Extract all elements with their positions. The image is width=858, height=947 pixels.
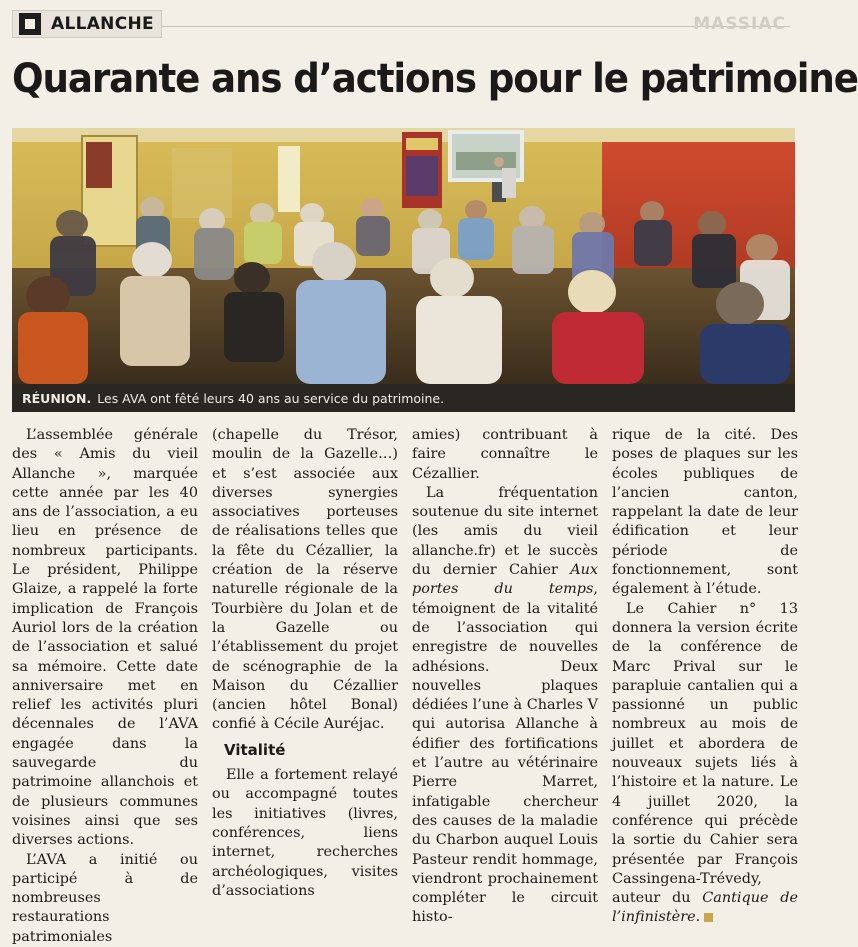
- article-body: [12, 426, 798, 945]
- paragraph: L’AVA a initié ou participé à de nombreuses restaurations patrimoniales: [12, 851, 198, 945]
- paragraph-text: La fréquentation soutenue du site internet (les amis du vieil allanche.fr) et le succès du dernier Cahier: [412, 484, 598, 579]
- end-of-article-icon: [704, 913, 713, 922]
- column-2: [212, 426, 398, 899]
- caption-label: RÉUNION.: [22, 390, 92, 406]
- adjacent-page-rubric: MASSIAC: [693, 14, 786, 34]
- caption-text: Les AVA ont fêté leurs 40 ans au service du patrimoine.: [97, 390, 445, 406]
- meeting-photo-illustration: [12, 128, 795, 384]
- paragraph: [412, 484, 598, 928]
- rubric-square-icon: [19, 13, 41, 35]
- article-photo: [12, 128, 795, 384]
- book-title: Cantique de l’infinistère: [612, 890, 798, 926]
- paragraph: (chapelle du Trésor, moulin de la Gazelle…) et s’est associée aux diverses synergies associatives porteuses de réalisations telles que la fête du Cézallier, la création de la réserve naturelle régionale de la Tourbière du Jolan et de la Gazelle ou l’établissement du projet de scénographie de la Maison du Cézallier (ancien hôtel Bonal) confié à Cécile Auréjac.: [212, 427, 398, 733]
- column-1: [12, 426, 198, 945]
- paragraph: amies) contribuant à faire connaître le Cézallier.: [412, 427, 598, 482]
- rubric-label: ALLANCHE: [51, 14, 154, 34]
- paragraph-text: .: [695, 909, 701, 926]
- subheading: Vitalité: [224, 740, 286, 759]
- column-4: [612, 426, 798, 926]
- book-title: Aux portes du temps: [412, 562, 598, 598]
- section-rubric: [12, 10, 162, 38]
- paragraph: [612, 600, 798, 928]
- photo-caption: [12, 384, 795, 412]
- paragraph-text: , témoignent de la vitalité de l’association qui enregistre de nouvelles adhésions. Deux nouvelles plaques dédiées l’une à Charles V qui autorisa Allanche à édifier des fortifications et l’autre au vétérinaire Pierre Marret, infatigable chercheur des causes de la maladie du Charbon auquel Louis Pasteur rendit hommage, viendront prochainement compléter le circuit histo-: [412, 581, 598, 926]
- paragraph-text: Le Cahier n° 13 donnera la version écrite de la conférence de Marc Prival sur le parapluie cantalien qui a passionné un public nombreux au mois de juillet et abordera de nouveaux sujets liés à l’histoire et la nature. Le 4 juillet 2020, la conférence qui précède la sortie du Cahier sera présentée par François Cassingena-Trévedy, auteur du: [612, 600, 798, 907]
- paragraph: rique de la cité. Des poses de plaques sur les écoles publiques de l’ancien canton, rappelant la date de leur édification et leur période de fonctionnement, sont également à l’étude.: [612, 427, 798, 598]
- paragraph: Elle a fortement relayé ou accompagné toutes les initiatives (livres, conférences, liens internet, recherches archéologiques, visites d’associations: [212, 767, 398, 899]
- headline: Quarante ans d’actions pour le patrimoine: [12, 56, 858, 102]
- paragraph: L’assemblée générale des « Amis du vieil Allanche », marquée cette année par les 40 ans de l’association, a eu lieu en présence de nombreux participants. Le président, Philippe Glaize, a rappelé la forte implication de François Auriol lors de la création de l’association et salué sa mémoire. Cette date anniversaire met en relief les activités pluri décennales de l’AVA engagée dans la sauvegarde du patrimoine allanchois et de plusieurs communes voisines ainsi que ses diverses actions.: [12, 427, 198, 849]
- column-3: [412, 426, 598, 926]
